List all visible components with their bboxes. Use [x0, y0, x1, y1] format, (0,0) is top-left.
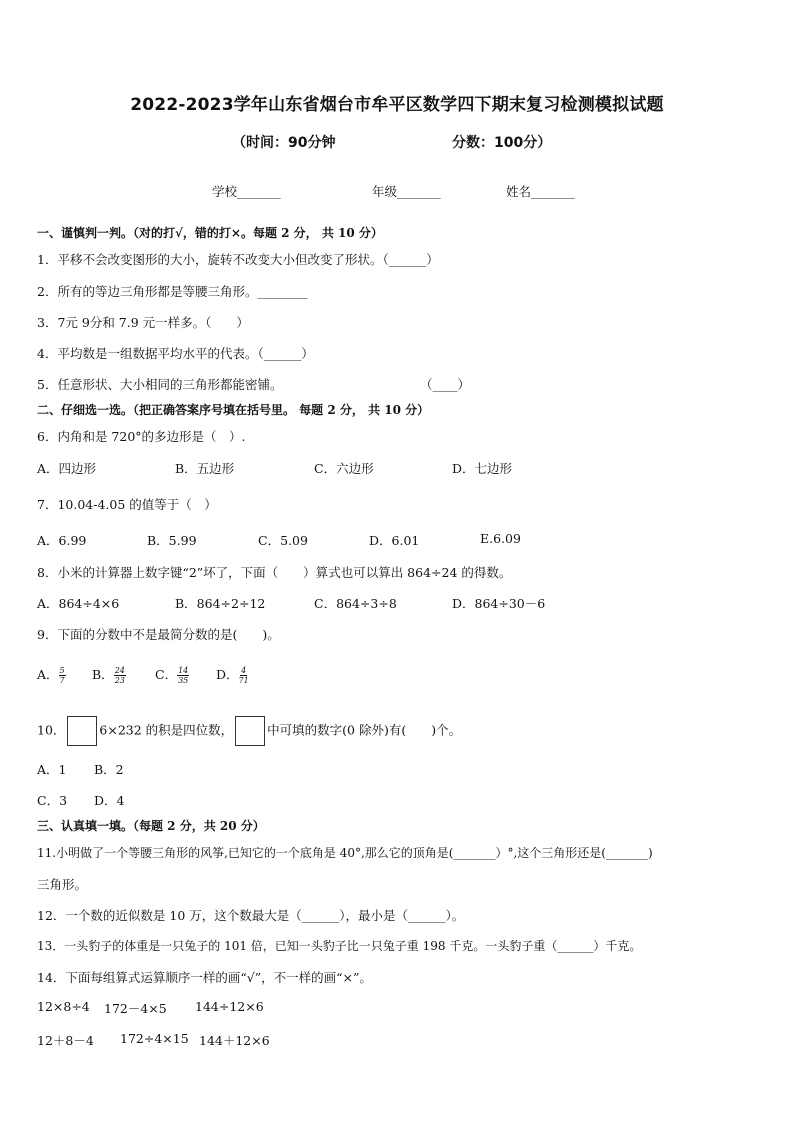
- page-title: 2022-2023学年山东省烟台市牟平区数学四下期末复习检测模拟试题: [130, 95, 664, 115]
- question-4: 4．平均数是一组数据平均水平的代表。（______）: [37, 346, 314, 361]
- question-14: 14．下面每组算式运算顺序一样的画“√”，不一样的画“×”。: [37, 970, 372, 985]
- q9-option-b: B． $\frac{24}{23}$: [92, 666, 125, 685]
- q10-option-b: B．2: [94, 762, 124, 777]
- q14-expression: 172÷4×15: [120, 1031, 189, 1046]
- fraction: $\frac{14}{35}$: [178, 666, 189, 685]
- q9-option-d: D． $\frac{4}{71}$: [216, 666, 249, 685]
- school-field: 学校_______: [212, 184, 281, 199]
- fraction: $\frac{4}{71}$: [238, 666, 249, 685]
- question-9: 9．下面的分数中不是最简分数的是( )。: [37, 627, 280, 642]
- question-5: 5．任意形状、大小相同的三角形都能密铺。: [37, 377, 283, 392]
- blank-box: [235, 716, 265, 746]
- q7-option-d: D．6.01: [369, 533, 420, 548]
- question-13: 13．一头豹子的体重是一只兔子的 101 倍，已知一头豹子比一只兔子重 198 千克。一头豹子重（______）千克。: [37, 939, 642, 953]
- q8-option-a: A．864÷4×6: [37, 596, 120, 611]
- q14-expression: 144＋12×6: [199, 1033, 270, 1048]
- fraction: $\frac{24}{23}$: [114, 666, 125, 685]
- question-7: 7．10.04-4.05 的值等于（ ）: [37, 497, 217, 512]
- question-11-continued: 三角形。: [37, 877, 88, 892]
- exam-score: 分数：100分）: [452, 135, 552, 151]
- blank-box: [67, 716, 97, 746]
- q8-option-b: B．864÷2÷12: [175, 596, 266, 611]
- q14-expression: 12×8÷4: [37, 999, 90, 1014]
- question-6: 6．内角和是 720°的多边形是（ ）.: [37, 429, 246, 444]
- question-1: 1．平移不会改变图形的大小，旋转不改变大小但改变了形状。（______）: [37, 252, 439, 267]
- section-3-heading: 三、认真填一填。（每题 2 分，共 20 分）: [37, 819, 265, 833]
- question-5-blank: （____）: [420, 377, 471, 392]
- q7-option-b: B．5.99: [147, 533, 197, 548]
- grade-field: 年级_______: [372, 184, 441, 199]
- q6-option-d: D．七边形: [452, 461, 513, 476]
- q8-option-d: D．864÷30－6: [452, 596, 546, 611]
- question-2: 2．所有的等边三角形都是等腰三角形。________: [37, 284, 308, 299]
- q9-option-a: A． $\frac{5}{7}$: [37, 666, 65, 685]
- q7-option-c: C．5.09: [258, 533, 308, 548]
- question-8: 8．小米的计算器上数字键“2”坏了，下面（ ）算式也可以算出 864÷24 的得数。: [37, 565, 512, 580]
- q9-option-c: C． $\frac{14}{35}$: [155, 666, 189, 685]
- section-2-heading: 二、仔细选一选。（把正确答案序号填在括号里。 每题 2 分， 共 10 分）: [37, 403, 430, 417]
- name-field: 姓名_______: [506, 184, 575, 199]
- q14-expression: 12＋8－4: [37, 1033, 94, 1048]
- section-1-heading: 一、谨慎判一判。（对的打√，错的打×。每题 2 分， 共 10 分）: [37, 226, 383, 240]
- question-12: 12．一个数的近似数是 10 万，这个数最大是（______），最小是（______）。: [37, 908, 465, 923]
- question-11: 11.小明做了一个等腰三角形的风筝,已知它的一个底角是 40°,那么它的顶角是(_______）°,这个三角形还是(_______): [37, 846, 653, 860]
- q14-expression: 172－4×5: [104, 1001, 167, 1016]
- exam-time: （时间：90分钟: [232, 135, 336, 151]
- q10-option-c: C．3: [37, 793, 68, 808]
- question-3: 3．7元 9分和 7.9 元一样多。（ ）: [37, 315, 249, 330]
- fraction: $\frac{5}{7}$: [59, 666, 65, 685]
- q7-option-e: E.6.09: [480, 531, 521, 546]
- q7-option-a: A．6.99: [37, 533, 87, 548]
- q6-option-b: B．五边形: [175, 461, 235, 476]
- q8-option-c: C．864÷3÷8: [314, 596, 397, 611]
- q10-option-a: A．1: [37, 762, 67, 777]
- q10-option-d: D．4: [94, 793, 125, 808]
- q6-option-c: C．六边形: [314, 461, 374, 476]
- question-10: 10． 6×232 的积是四位数， 中可填的数字(0 除外)有( )个。: [37, 716, 461, 746]
- q6-option-a: A．四边形: [37, 461, 97, 476]
- q14-expression: 144÷12×6: [195, 999, 264, 1014]
